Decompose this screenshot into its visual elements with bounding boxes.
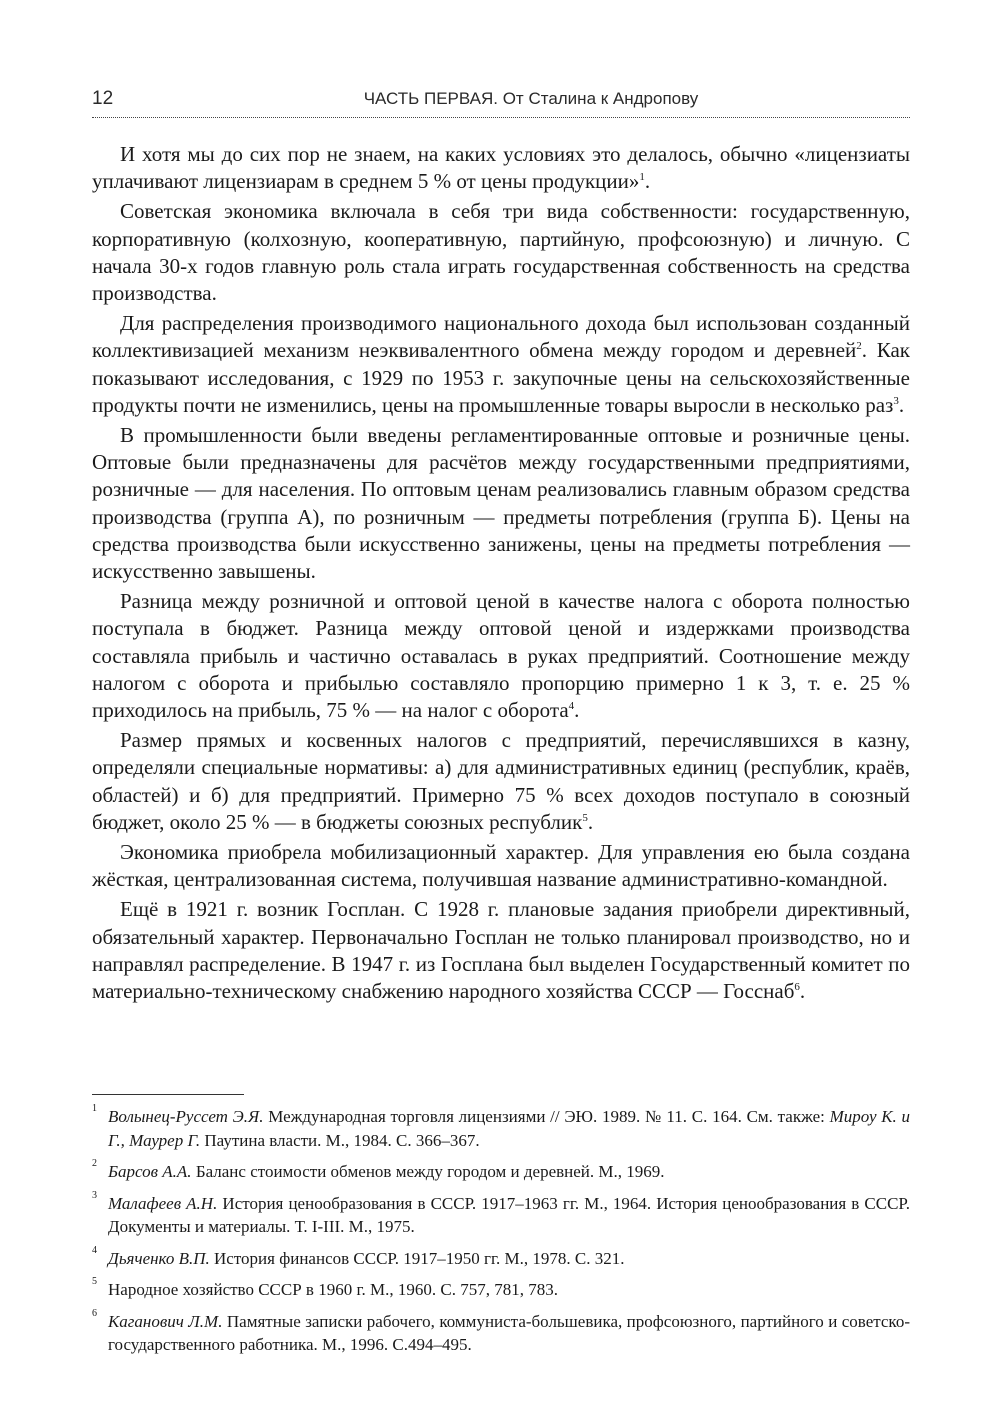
footnote-2: 2 Барсов А.А. Баланс стоимости обменов между городом и деревней. М., 1969. — [92, 1158, 665, 1181]
main-text — [92, 141, 910, 1005]
footnote-number: 5 — [92, 1276, 97, 1287]
footnote-ref-4: 4 — [568, 700, 575, 713]
paragraph-8: Ещё в 1921 г. возник Госплан. С 1928 г. плановые задания приобрели директивный, обязательный характер. Первоначально Госплан не только планировал производство, но и направлял распределение. В 1947 г. из Госплана был выделен Государственный комитет по материально-техническому снабжению народного хозяйства СССР — Госснаб$^6$. — [92, 897, 910, 1004]
footnote-ref-2: 2 — [856, 340, 862, 353]
footnotes — [92, 1105, 910, 1365]
paragraph-6: Размер прямых и косвенных налогов с предприятий, перечислявшихся в казну, определяли специальные нормативы: а) для административных единиц (республик, краёв, областей) и б) для предприятий. Примерно 75 % всех доходов поступало в союзный бюджет, около 25 % — в бюджеты союзных республик$^5$. — [92, 728, 910, 834]
paragraph-3: Для распределения производимого национального дохода был использован созданный коллективизацией механизм неэквивалентного обмена между городом и деревней$^2$. Как показывают исследования, с 1929 по 1953 г. закупочные цены на сельскохозяйственные продукты почти не изменились, цены на промышленные товары выросли в несколько раз$^3$. — [92, 311, 910, 417]
footnote-3: 3 Малафеев А.Н. История ценообразования в СССР. 1917–1963 гг. М., 1964. История ценообразования в СССР. Документы и материалы. Т. I-III. М., 1975. — [92, 1189, 911, 1236]
footnote-1: 1 Волынец-Руссет Э.Я. Международная торговля лицензиями // ЭЮ. 1989. № 11. С. 164. См. также: Мироу К. и Г., Маурер Г. Паутина власти. М., 1984. С. 366–367. — [92, 1103, 911, 1150]
paragraph-2: Советская экономика включала в себя три вида собственности: государственную, корпоративную (колхозную, кооперативную, партийную, профсоюзную) и личную. С начала 30-х годов главную роль стала играть государственная собственность на средства производства. — [92, 199, 910, 306]
paragraph-4: В промышленности были введены регламентированные оптовые и розничные цены. Оптовые были предназначены для расчётов между государственными предприятиями, розничные — для населения. По оптовым ценам реализовались главным образом средства производства (группа А), по розничным — предметы потребления (группа Б). Цены на средства производства были искусственно занижены, цены на предметы потребления — искусственно завышены. — [92, 423, 910, 584]
footnote-4: 4 Дьяченко В.П. История финансов СССР. 1917–1950 гг. М., 1978. С. 321. — [92, 1244, 625, 1268]
footnote-author: Волынец-Руссет Э.Я. — [108, 1107, 264, 1126]
paragraph-7: Экономика приобрела мобилизационный характер. Для управления ею была создана жёсткая, централизованная система, получившая название административно-командной. — [92, 840, 910, 892]
footnote-ref-1: 1 — [639, 171, 645, 184]
running-title: ЧАСТЬ ПЕРВАЯ. От Сталина к Андропову — [363, 89, 699, 108]
footnote-number: 3 — [92, 1189, 97, 1201]
footnote-5: 5 Народное хозяйство СССР в 1960 г. М., 1960. С. 757, 781, 783. — [92, 1276, 558, 1299]
paragraph-5: Разница между розничной и оптовой ценой в качестве налога с оборота полностью поступала в бюджет. Разница между оптовой ценой и издержками производства составляла прибыль и частично оставалась в руках предприятий. Соотношение между налогом с оборота и прибылью составляло пропорцию примерно 1 к 3, т. е. 25 % приходилось на прибыль, 75 % — на налог с оборота$^4$. — [92, 589, 910, 723]
footnote-ref-6: 6 — [794, 981, 800, 994]
footnote-separator — [92, 1094, 244, 1095]
footnote-number: 2 — [92, 1158, 97, 1169]
footnote-6: 6 Каганович Л.М. Памятные записки рабочего, коммуниста-большевика, профсоюзного, партийного и советско-государственного работника. М., 1996. С.494–495. — [92, 1307, 910, 1354]
header-dotted-rule — [92, 117, 910, 118]
footnote-author: Мироу К. и Г., Маурер Г. — [108, 1107, 911, 1150]
running-header — [92, 86, 910, 114]
paragraph-1: И хотя мы до сих пор не знаем, на каких условиях это делалось, обычно «лицензиаты уплачивают лицензиарам в среднем 5 % от цены продукции»$^1$. — [92, 142, 910, 194]
footnote-number: 6 — [92, 1307, 97, 1319]
footnote-author: Каганович Л.М. — [108, 1311, 223, 1331]
footnote-author: Дьяченко В.П. — [108, 1248, 210, 1268]
footnote-author: Малафеев А.Н. — [108, 1193, 218, 1213]
footnote-ref-3: 3 — [893, 394, 899, 407]
footnote-ref-5: 5 — [582, 811, 588, 824]
footnote-author: Барсов А.А. — [108, 1162, 192, 1181]
page-number: 12 — [92, 88, 114, 109]
footnote-number: 4 — [92, 1244, 97, 1256]
footnote-number: 1 — [92, 1103, 97, 1114]
